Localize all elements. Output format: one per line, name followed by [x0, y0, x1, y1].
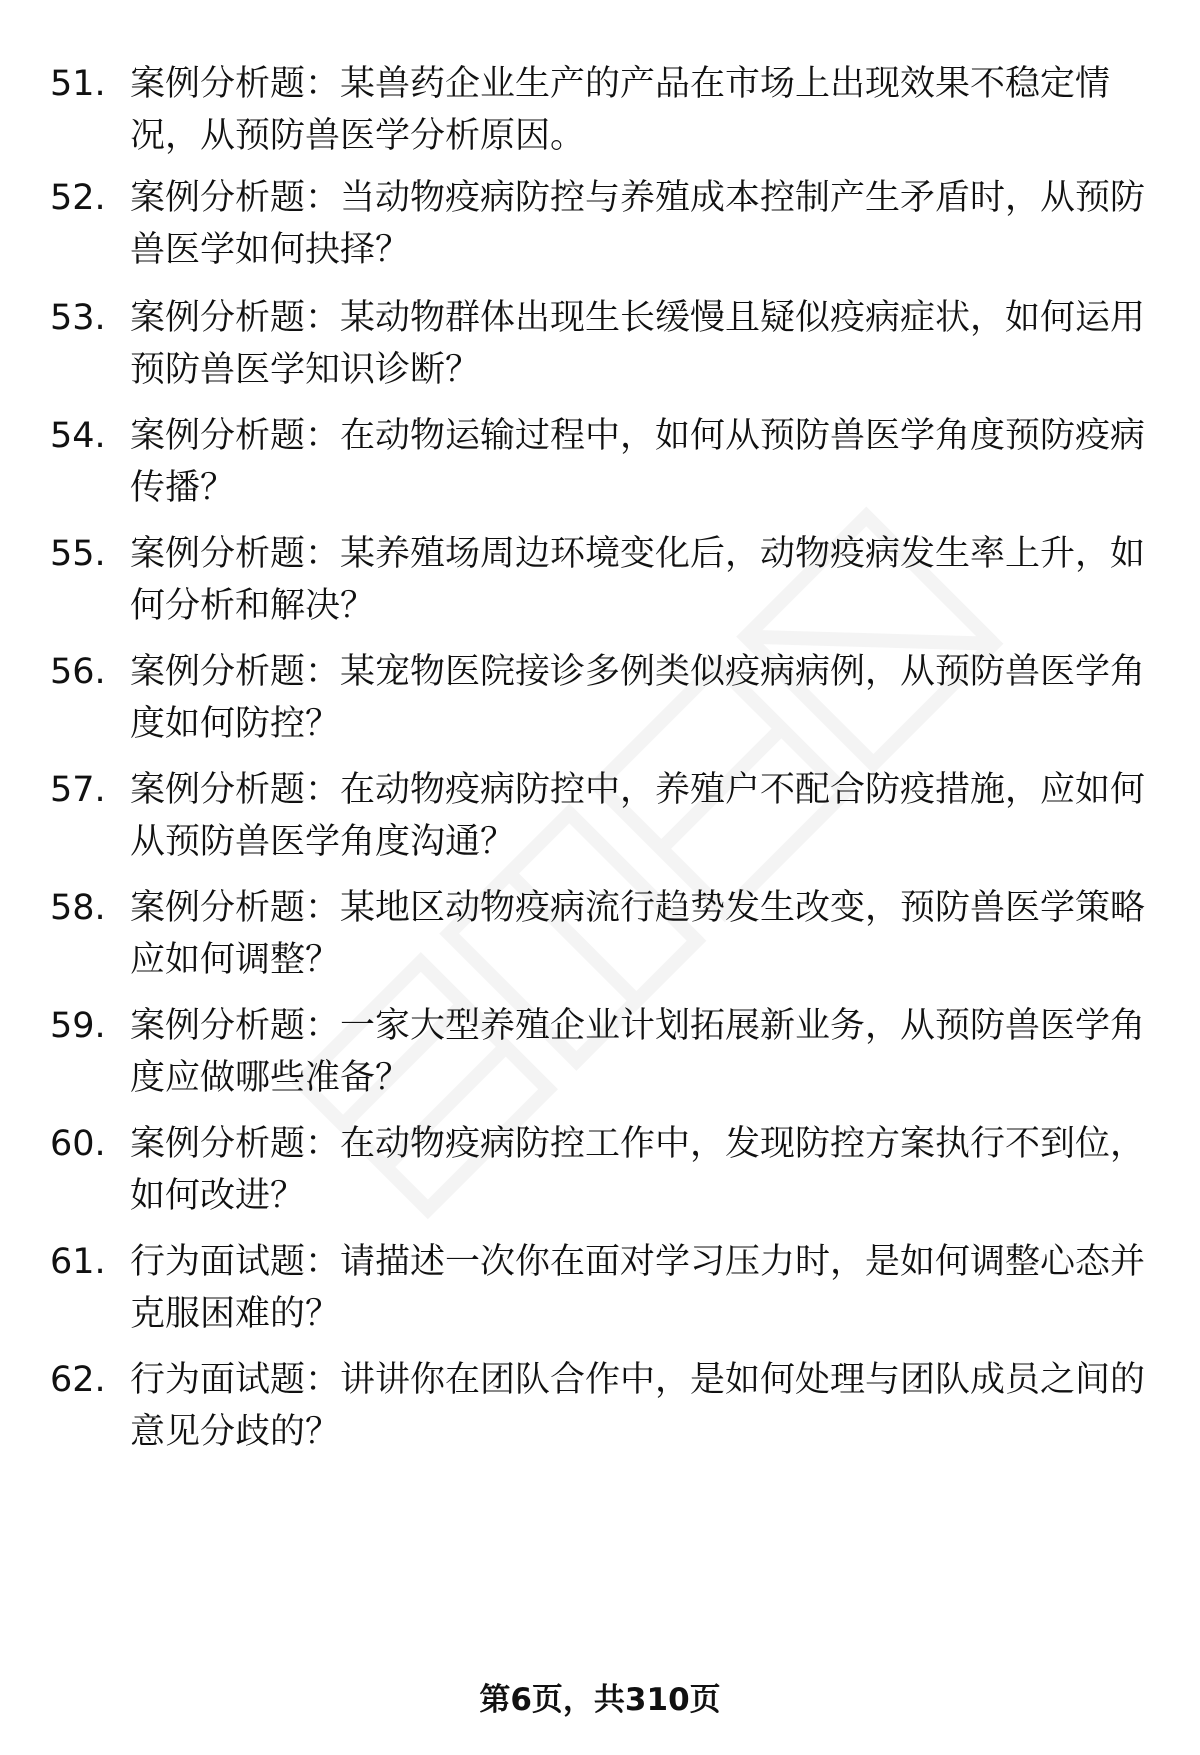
question-text: 案例分析题：某地区动物疫病流行趋势发生改变，预防兽医学策略应如何调整？ [130, 888, 1146, 980]
list-item [0, 764, 1200, 874]
question-number: 58. [50, 888, 106, 928]
list-item [0, 58, 1200, 168]
question-text: 案例分析题：某宠物医院接诊多例类似疫病病例，从预防兽医学角度如何防控？ [130, 652, 1146, 744]
question-number: 54. [50, 416, 106, 456]
list-item [0, 528, 1200, 638]
question-text: 案例分析题：在动物疫病防控工作中，发现防控方案执行不到位，如何改进？ [130, 1124, 1146, 1216]
question-number: 59. [50, 1006, 106, 1046]
question-number: 51. [50, 64, 106, 104]
list-item [0, 292, 1200, 402]
page-number: 第6页，共310页 [479, 1682, 721, 1718]
list-item [0, 410, 1200, 520]
question-text: 行为面试题：讲讲你在团队合作中，是如何处理与团队成员之间的意见分歧的？ [130, 1360, 1146, 1452]
list-item [0, 1000, 1200, 1110]
question-number: 52. [50, 178, 106, 218]
question-text: 案例分析题：一家大型养殖企业计划拓展新业务，从预防兽医学角度应做哪些准备？ [130, 1006, 1146, 1098]
question-number: 57. [50, 770, 106, 810]
question-text: 案例分析题：在动物运输过程中，如何从预防兽医学角度预防疫病传播？ [130, 416, 1146, 508]
question-number: 55. [50, 534, 106, 574]
question-text: 案例分析题：当动物疫病防控与养殖成本控制产生矛盾时，从预防兽医学如何抉择？ [130, 178, 1146, 270]
question-number: 62. [50, 1360, 106, 1400]
question-text: 行为面试题：请描述一次你在面对学习压力时，是如何调整心态并克服困难的？ [130, 1242, 1146, 1334]
list-item [0, 1354, 1200, 1464]
list-item [0, 646, 1200, 756]
question-number: 61. [50, 1242, 106, 1282]
question-number: 53. [50, 298, 106, 338]
question-text: 案例分析题：在动物疫病防控中，养殖户不配合防疫措施，应如何从预防兽医学角度沟通？ [130, 770, 1146, 862]
question-number: 56. [50, 652, 106, 692]
question-number: 60. [50, 1124, 106, 1164]
question-text: 案例分析题：某养殖场周边环境变化后，动物疫病发生率上升，如何分析和解决？ [130, 534, 1146, 626]
question-text: 案例分析题：某动物群体出现生长缓慢且疑似疫病症状，如何运用预防兽医学知识诊断？ [130, 298, 1146, 390]
question-text: 案例分析题：某兽药企业生产的产品在市场上出现效果不稳定情况，从预防兽医学分析原因。 [130, 64, 1111, 156]
list-item [0, 882, 1200, 992]
list-item [0, 1118, 1200, 1228]
list-item [0, 1236, 1200, 1346]
list-item [0, 172, 1200, 282]
